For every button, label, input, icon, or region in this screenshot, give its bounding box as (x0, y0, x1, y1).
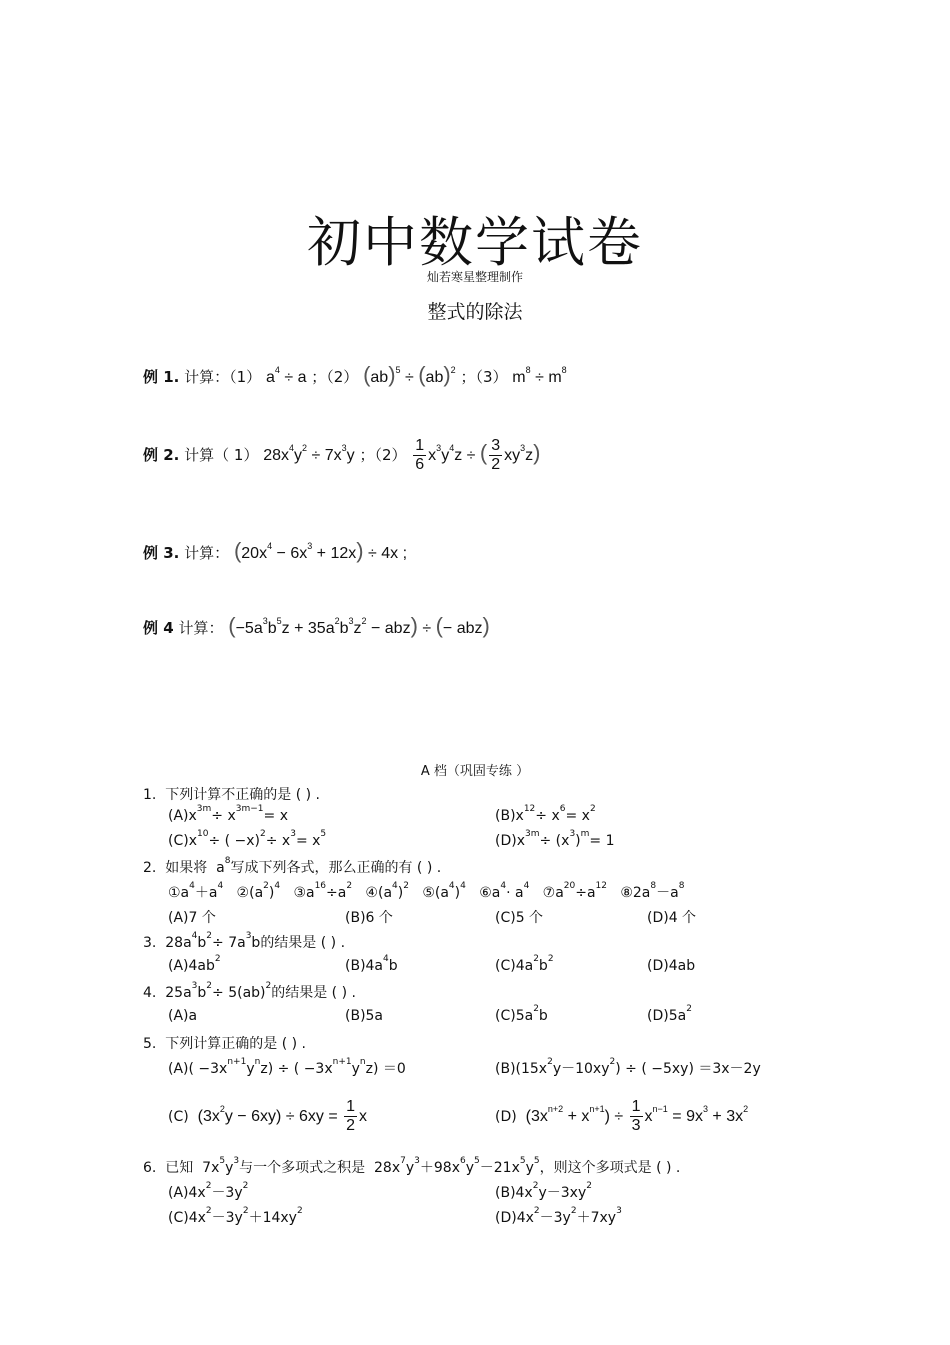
question-stem: 已知 (165, 1160, 194, 1176)
option-d: $(D)5a^2$ (647, 1004, 692, 1024)
formula: $\frac{1}{6}$ $x^3y^4z$ ÷ ( $\frac{3}{2}$ $xy^3z$) (415, 437, 541, 474)
formula: $(20x^4 - 6x^3 + 12x) \div 4x$ ; (233, 538, 408, 563)
option-a: $(A)4x^2-3y^2$ (168, 1181, 249, 1201)
example-4 (143, 613, 490, 639)
example-label: 例 2. (143, 446, 180, 465)
example-3 (143, 538, 407, 564)
option-a: $(A)4ab^2$ (168, 954, 221, 974)
formula: $a^4 \div a$ (265, 365, 307, 386)
option-c: $(C)5a^2b$ (495, 1004, 548, 1024)
option-list: $①a^4+a^4$ $②(a^2)^4$ $③a^{16}\div a^2$ $④(a^4)^2$ $⑤(a^4)^4$ $⑥a^4\cdot a^4$ $⑦a^{20}\div a^{12}$ $⑧2a^8-a^8$ (168, 881, 685, 901)
example-2 (143, 437, 540, 475)
question-3: 3. $28a^4b^2\div 7a^3b$的结果是 ( ) . (143, 931, 346, 951)
example-prompt: 计算（ 1） (184, 446, 259, 465)
option-c: (C)5 个 (495, 910, 544, 926)
example-sep: ；（3） (460, 368, 508, 386)
formula: (ab)$^5$ ÷ (ab)$^2$ (363, 362, 456, 387)
question-stem: 的结果是 ( ) . (271, 985, 356, 1001)
question-stem: ，则这个多项式是 ( ) . (539, 1160, 681, 1176)
example-label: 例 4 (143, 619, 174, 637)
question-number: 6. (143, 1160, 157, 1176)
option-b: $(B)4a^4b$ (345, 954, 398, 974)
option-c: $(C)x^{10}\div$ ( $-x)^2\div x^3= x^5$ (168, 829, 327, 849)
option-b: (B)5a (345, 1008, 384, 1024)
option-d: (D) $(3x^{n+2} + x^{n+1})$ ÷ $\frac{1}{3}$ $x^{n-1} = 9x^3 + 3x^2$ (495, 1098, 749, 1135)
question-stem: 如果将 (165, 860, 208, 876)
formula: $m^8 \div m^8$ (512, 365, 567, 386)
question-number: 5. (143, 1036, 157, 1052)
example-1 (143, 362, 567, 388)
page-subtitle: 整式的除法 (427, 301, 523, 323)
formula: $(-5a^3b^5z + 35a^2b^3z^2 - abz)$ ÷ (− abz) (228, 613, 490, 638)
question-5 (143, 1033, 306, 1053)
question-stem: 与一个多项式之积是 (239, 1160, 366, 1176)
option-a: $(A)x^{3m}\div x^{3m-1}= x$ (168, 804, 288, 824)
option-c: (C) $(3x^2y - 6xy) \div 6xy$ = $\frac{1}{2}$ x (168, 1098, 368, 1135)
question-4: 4. $25a^3b^2\div 5(ab)^2$的结果是 ( ) . (143, 981, 356, 1001)
example-sep: ；（2） (359, 446, 407, 465)
option-b: $(B)x^{12}\div x^6= x^2$ (495, 804, 596, 824)
example-prompt: 计算： (184, 544, 230, 562)
page-title: 初中数学试卷 (307, 211, 643, 274)
section-title: A 档（巩固专练 ） (420, 764, 530, 779)
question-number: 4. (143, 985, 157, 1001)
question-stem: 的结果是 ( ) . (260, 935, 346, 951)
formula: $28x^4y^2 \div 7x^3y$ (263, 443, 355, 465)
option-a: $(A)( -3x^{n+1}y^nz)$ ÷ ( $-3x^{n+1}y^nz) =0$ (168, 1057, 406, 1077)
question-stem: 下列计算正确的是 ( ) . (165, 1036, 306, 1052)
question-2: 2. 如果将 $a^8$写成下列各式，那么正确的有 ( ) . (143, 856, 442, 876)
example-sep: ；（2） (311, 368, 359, 386)
example-label: 例 3. (143, 544, 180, 562)
option-a: (A)7 个 (168, 910, 216, 926)
example-prompt: 计算： (178, 619, 224, 637)
option-a: (A)a (168, 1008, 198, 1024)
question-number: 1. (143, 787, 157, 803)
option-c: $(C)4x^2-3y^2+14xy^2$ (168, 1206, 303, 1226)
option-b: (B)6 个 (345, 910, 393, 926)
question-1 (143, 784, 320, 804)
example-label: 例 1. (143, 368, 180, 386)
option-d: $(D)4x^2-3y^2+7xy^3$ (495, 1206, 622, 1226)
question-6: 6. 已知 $7x^5y^3$与一个多项式之积是 $28x^7y^3+98x^6y^5-21x^5y^5$，则这个多项式是 ( ) . (143, 1156, 681, 1176)
option-d: $(D)x^{3m}\div (x^3)^m= 1$ (495, 829, 615, 849)
option-b: $(B)4x^2y-3xy^2$ (495, 1181, 592, 1201)
question-stem: 下列计算不正确的是 ( ) . (165, 787, 320, 803)
question-number: 3. (143, 935, 157, 951)
example-prompt: 计算：（1） (184, 368, 262, 386)
author-line: 灿若寒星整理制作 (426, 270, 523, 284)
option-b: $(B)(15x^2y-10xy^2)$ ÷ ( −5xy) ＝3x－2y (495, 1057, 761, 1077)
question-number: 2. (143, 860, 157, 876)
question-stem: 写成下列各式，那么正确的有 ( ) . (230, 860, 442, 876)
option-d: (D)4 个 (647, 910, 697, 926)
option-c: $(C)4a^2b^2$ (495, 954, 554, 974)
option-d: (D)4ab (647, 958, 696, 974)
